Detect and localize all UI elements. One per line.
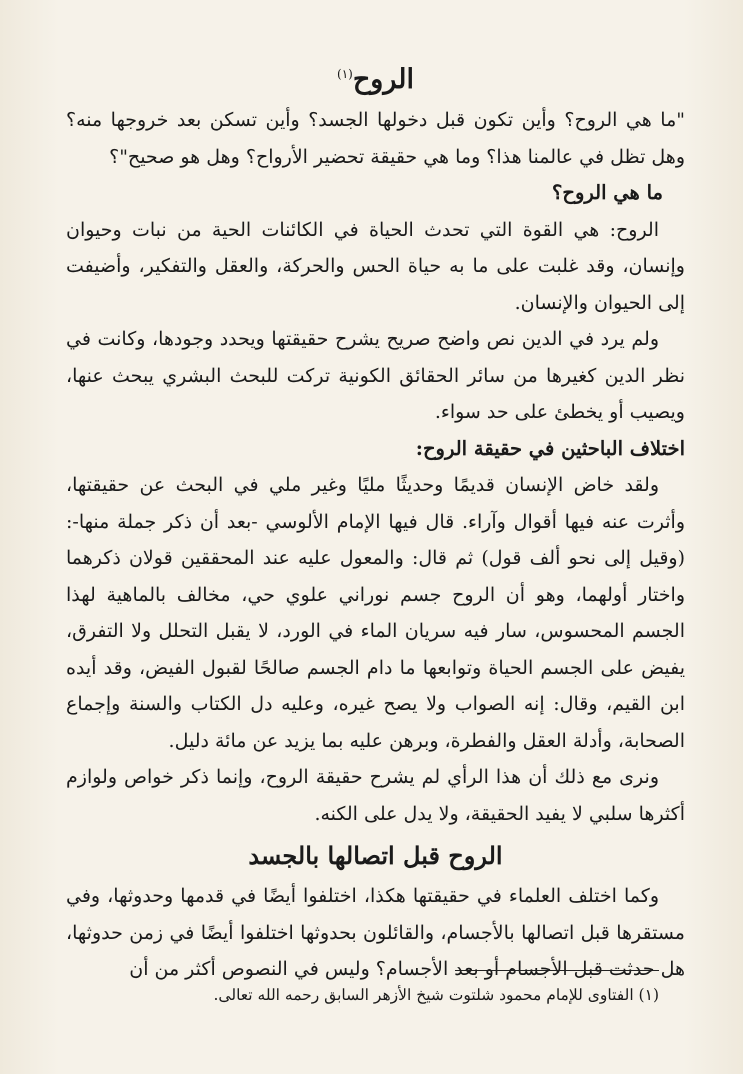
- subheading-what-is-soul: ما هي الروح؟: [552, 181, 663, 204]
- title-footnote-marker: (١): [337, 67, 353, 81]
- alusi-paragraph: ولقد خاض الإنسان قديمًا وحديثًا مليًا وغير ملي في البحث عن حقيقتها، وأثرت عنه فيها أقوال وآراء. قال فيها الإمام الألوسي -بعد أن ذكر جملة منها-: (وقيل إلى نحو ألف قول) ثم قال: والمعول عليه عند المحققين قولان ذكرهما واختار أولهما، وهو أن الروح جسم نوراني علوي حي، مخالف بالماهية لهذا الجسم المحسوس، سار فيه سريان الماء في الورد، لا يقبل التحلل ولا التفرق، يفيض على الجسم الحياة وتوابعها ما دام الجسم صالحًا لقبول الفيض، وقد أيده ابن القيم، وقال: إنه الصواب ولا يصح غيره، وعليه دل الكتاب والسنة وإجماع الصحابة، وأدلة العقل والفطرة، وبرهن عليه بما يزيد عن مائة دليل.: [66, 474, 685, 752]
- opinion-paragraph: ونرى مع ذلك أن هذا الرأي لم يشرح حقيقة الروح، وإنما ذكر خواص ولوازم أكثرها سلبي لا يفيد الحقيقة، ولا يدل على الكنه.: [66, 766, 685, 825]
- origin-paragraph: وكما اختلف العلماء في حقيقتها هكذا، اختلفوا أيضًا في قدمها وحدوثها، وفي مستقرها قبل اتصالها بالأجسام، والقائلون بحدوثها اختلفوا أيضًا في زمن حدوثها، هل حدثت قبل الأجسام أو بعد الأجسام؟ وليس في النصوص أكثر من أن: [66, 885, 685, 980]
- section-heading: الروح قبل اتصالها بالجسد: [248, 841, 503, 870]
- footnote: (١) الفتاوى للإمام محمود شلتوت شيخ الأزهر السابق رحمه الله تعالى.: [213, 986, 659, 1004]
- subheading-researchers-dispute: اختلاف الباحثين في حقيقة الروح:: [415, 436, 685, 460]
- definition-paragraph: الروح: هي القوة التي تحدث الحياة في الكائنات الحية من نبات وحيوان وإنسان، وقد غلبت على ما به حياة الحس والحركة، والعقل والتفكير، وأضيفت إلى الحيوان والإنسان.: [66, 218, 685, 314]
- page-title: [66, 56, 685, 98]
- page-content: [66, 56, 685, 988]
- religion-paragraph: ولم يرد في الدين نص واضح صريح يشرح حقيقتها ويحدد وجودها، وكانت في نظر الدين كغيرها من سائر الحقائق الكونية تركت للبحث البشري يبحث عنها، ويصيب أو يخطئ على حد سواء.: [66, 328, 685, 423]
- title-text: الروح: [352, 64, 414, 95]
- footnote-divider: [455, 970, 659, 971]
- question-paragraph: "ما هي الروح؟ وأين تكون قبل دخولها الجسد؟ وأين تسكن بعد خروجها منه؟ وهل تظل في عالمنا هذا؟ وما هي حقيقة تحضير الأرواح؟ وهل هو صحيح"؟: [66, 109, 685, 168]
